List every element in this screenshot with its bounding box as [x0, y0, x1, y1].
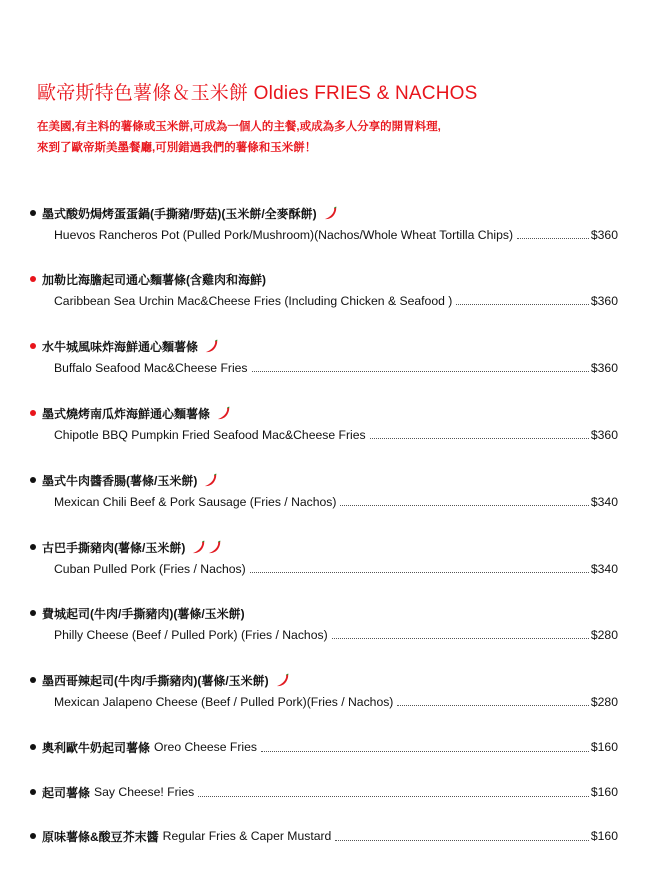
item-name-en: Chipotle BBQ Pumpkin Fried Seafood Mac&Cheese Fries	[54, 428, 366, 442]
item-name-en: Cuban Pulled Pork (Fries / Nachos)	[54, 562, 246, 576]
chili-pepper-icon	[216, 405, 232, 421]
item-name-en: Say Cheese! Fries	[94, 785, 195, 799]
dot-leader	[397, 705, 589, 706]
bullet-dot-icon	[30, 477, 36, 483]
item-name-en: Huevos Rancheros Pot (Pulled Pork/Mushroom)(Nachos/Whole Wheat Tortilla Chips)	[54, 228, 514, 242]
menu-item	[30, 204, 618, 244]
bullet-dot-icon	[30, 276, 36, 282]
bullet-dot-icon	[30, 833, 36, 839]
item-name-zh: 墨西哥辣起司(牛肉/手撕豬肉)(薯條/玉米餅)	[42, 673, 269, 688]
dot-leader	[340, 505, 588, 506]
item-price: $340	[590, 562, 618, 576]
bullet-dot-icon	[30, 610, 36, 616]
spicy-level	[203, 472, 219, 488]
menu-item	[30, 604, 618, 644]
item-name-zh: 加勒比海膽起司通心麵薯條(含雞肉和海鮮)	[42, 272, 266, 287]
menu-item	[30, 270, 618, 310]
spicy-level	[275, 672, 291, 688]
item-name-en: Oreo Cheese Fries	[154, 740, 257, 754]
item-name-zh: 起司薯條	[42, 785, 91, 800]
dot-leader	[252, 371, 589, 372]
dot-leader	[517, 238, 589, 239]
bullet-dot-icon	[30, 544, 36, 550]
chili-pepper-icon	[191, 539, 207, 555]
dot-leader	[250, 572, 589, 573]
bullet-dot-icon	[30, 744, 36, 750]
item-name-zh: 費城起司(牛肉/手撕豬肉)(薯條/玉米餅)	[42, 606, 245, 621]
item-price: $360	[590, 428, 618, 442]
item-name-en: Mexican Chili Beef & Pork Sausage (Fries / Nachos)	[54, 495, 337, 509]
item-price: $160	[590, 740, 618, 754]
chili-pepper-icon	[207, 539, 223, 555]
item-price: $280	[590, 695, 618, 709]
chili-pepper-icon	[275, 672, 291, 688]
chili-pepper-icon	[204, 338, 220, 354]
item-name-zh: 原味薯條&酸豆芥末醬	[42, 829, 159, 844]
menu-intro-line-2: 來到了歐帝斯美墨餐廳,可別錯過我們的薯條和玉米餅！	[37, 142, 317, 154]
item-name-zh: 水牛城風味炸海鮮通心麵薯條	[42, 339, 199, 354]
item-name-en: Buffalo Seafood Mac&Cheese Fries	[54, 361, 248, 375]
spicy-level	[323, 205, 339, 221]
menu-item	[30, 671, 618, 711]
item-price: $340	[590, 495, 618, 509]
spicy-level	[216, 405, 232, 421]
item-price: $360	[590, 228, 618, 242]
item-price: $280	[590, 628, 618, 642]
chili-pepper-icon	[203, 472, 219, 488]
dot-leader	[335, 840, 589, 841]
item-name-zh: 墨式燒烤南瓜炸海鮮通心麵薯條	[42, 406, 211, 421]
item-price: $160	[590, 829, 618, 843]
spicy-level	[204, 338, 220, 354]
dot-leader	[456, 304, 589, 305]
bullet-dot-icon	[30, 210, 36, 216]
dot-leader	[261, 751, 589, 752]
menu-item	[30, 404, 618, 444]
bullet-dot-icon	[30, 789, 36, 795]
item-name-zh: 墨式牛肉醬香腸(薯條/玉米餅)	[42, 473, 198, 488]
chili-pepper-icon	[323, 205, 339, 221]
item-name-en: Philly Cheese (Beef / Pulled Pork) (Fries / Nachos)	[54, 628, 328, 642]
menu-item	[30, 471, 618, 511]
item-price: $360	[590, 361, 618, 375]
item-name-zh: 古巴手撕豬肉(薯條/玉米餅)	[42, 540, 186, 555]
dot-leader	[198, 796, 589, 797]
menu-item	[30, 538, 618, 578]
menu-item	[30, 783, 618, 801]
menu-item	[30, 337, 618, 377]
item-name-zh: 奧利歐牛奶起司薯條	[42, 740, 151, 755]
item-name-zh: 墨式酸奶焗烤蛋蛋鍋(手撕豬/野菇)(玉米餅/全麥酥餅)	[42, 206, 317, 221]
item-name-en: Caribbean Sea Urchin Mac&Cheese Fries (Including Chicken & Seafood )	[54, 294, 453, 308]
spicy-level	[191, 539, 223, 555]
menu-item	[30, 738, 618, 756]
item-price: $160	[590, 785, 618, 799]
bullet-dot-icon	[30, 677, 36, 683]
bullet-dot-icon	[30, 410, 36, 416]
item-name-en: Regular Fries & Caper Mustard	[162, 829, 332, 843]
dot-leader	[332, 638, 589, 639]
dot-leader	[370, 438, 589, 439]
menu-item	[30, 827, 618, 845]
item-price: $360	[590, 294, 618, 308]
bullet-dot-icon	[30, 343, 36, 349]
menu-intro-line-1: 在美國,有主料的薯條或玉米餅,可成為一個人的主餐,或成為多人分享的開胃料理,	[37, 121, 441, 133]
menu-title: 歐帝斯特色薯條＆玉米餅 Oldies FRIES & NACHOS	[37, 83, 478, 104]
item-name-en: Mexican Jalapeno Cheese (Beef / Pulled Pork)(Fries / Nachos)	[54, 695, 394, 709]
